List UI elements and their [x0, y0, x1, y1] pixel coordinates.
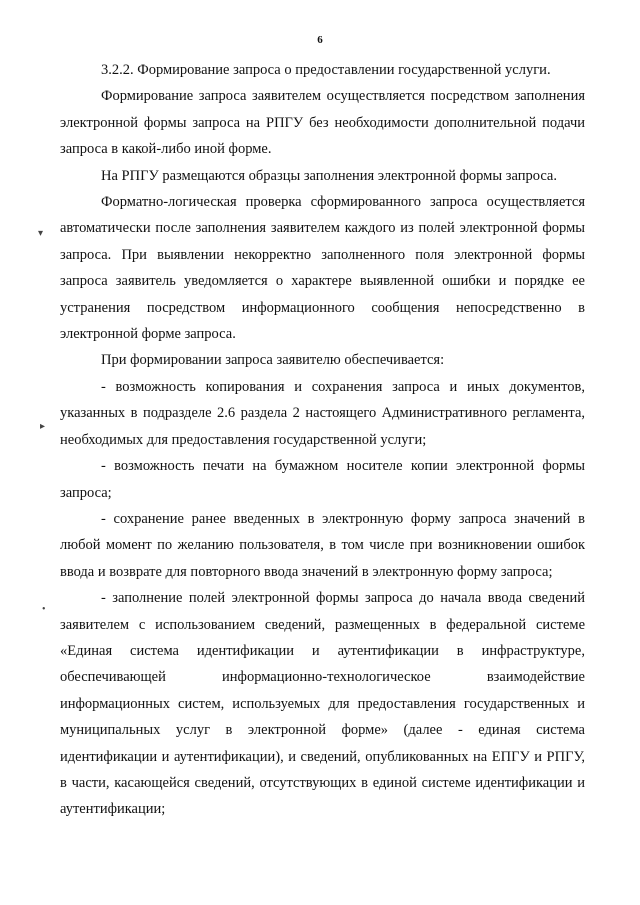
paragraph: На РПГУ размещаются образцы заполнения электронной формы запроса. [101, 167, 557, 184]
list-item: - сохранение ранее введенных в электронную форму запроса значений в любой момент по желанию пользователя, в том числе при возникновении ошибок ввода и возврате для повторного ввода значений в электронную форму запроса; [60, 510, 585, 580]
document-body [60, 57, 585, 823]
scan-speck: ▾ [38, 228, 44, 239]
paragraph: Форматно-логическая проверка сформированного запроса осуществляется автоматически после заполнения заявителем каждого из полей электронной формы запроса. При выявлении некорректно заполненного поля электронной формы запроса заявитель уведомляется о характере выявленной ошибки и порядке ее устранения посредством информационного сообщения непосредственно в электронной форме запроса. [60, 194, 585, 343]
page-number: 6 [317, 34, 323, 46]
list-item: - заполнение полей электронной формы запроса до начала ввода сведений заявителем с использованием сведений, размещенных в федеральной системе «Единая система идентификации и аутентификации в инфраструктуре, обеспечивающей информационно-технологическое взаимодействие информационных систем, используемых для предоставления государственных и муниципальных услуг в электронной форме» (далее - единая система идентификации и аутентификации), и сведений, опубликованных на ЕПГУ и РПГУ, в части, касающейся сведений, отсутствующих в единой системе идентификации и аутентификации; [60, 590, 585, 818]
list-item: - возможность печати на бумажном носителе копии электронной формы запроса; [60, 458, 585, 501]
scan-speck: • [42, 604, 46, 615]
paragraph-section-heading: 3.2.2. Формирование запроса о предоставлении государственной услуги. [101, 62, 551, 78]
scan-speck: ▸ [40, 421, 46, 432]
paragraph: Формирование запроса заявителем осуществляется посредством заполнения электронной формы запроса на РПГУ без необходимости дополнительной подачи запроса в какой-либо иной форме. [60, 88, 585, 158]
paragraph: При формировании запроса заявителю обеспечивается: [101, 352, 445, 369]
list-item: - возможность копирования и сохранения запроса и иных документов, указанных в подразделе 2.6 раздела 2 настоящего Административного регламента, необходимых для предоставления государственной услуги; [60, 378, 585, 448]
